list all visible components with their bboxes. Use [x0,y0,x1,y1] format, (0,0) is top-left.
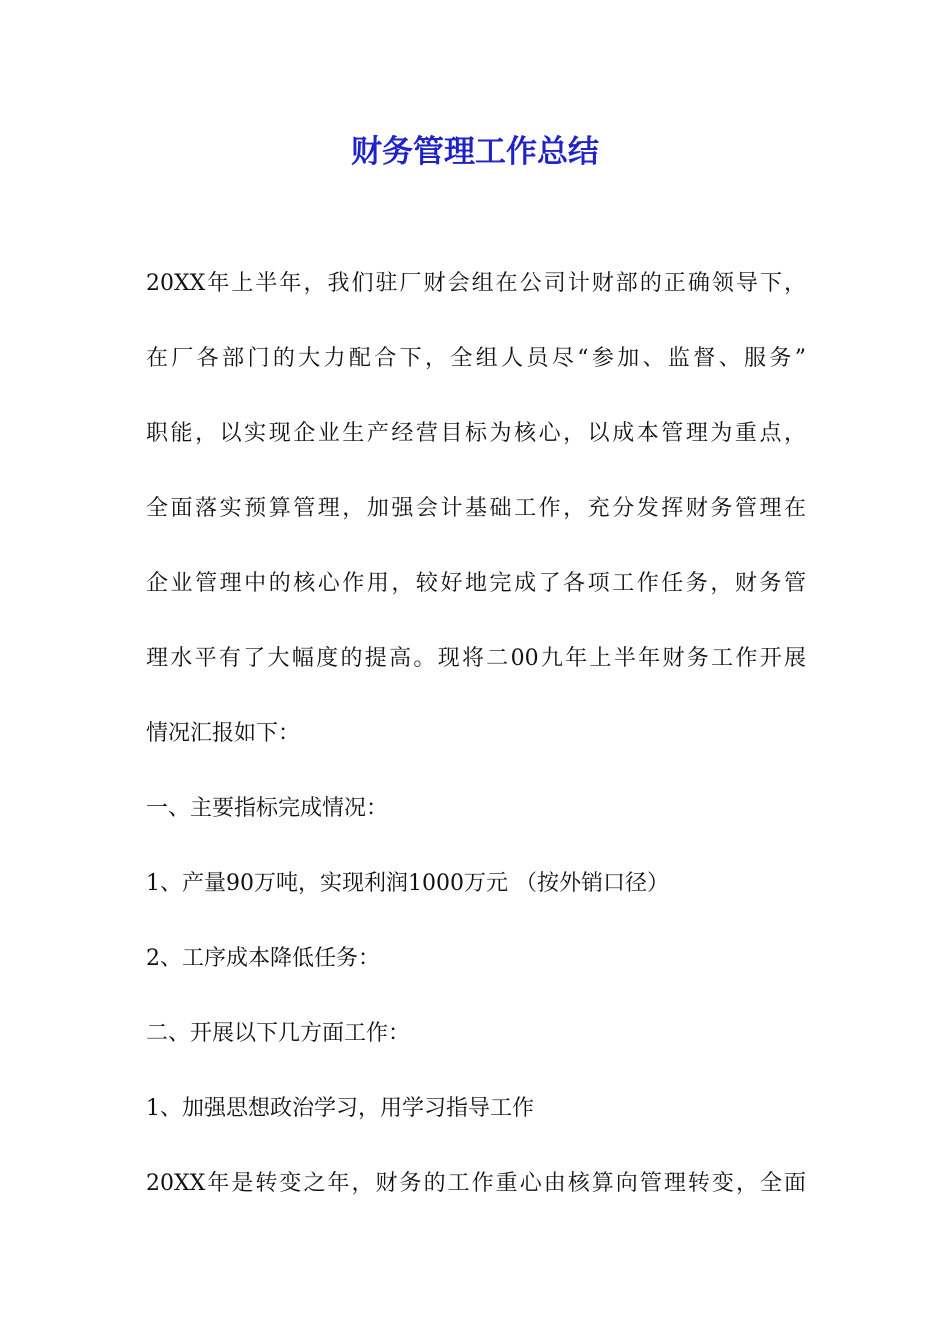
section-heading: 二、开展以下几方面工作： [146,1021,411,1046]
paragraph-line: 全面落实预算管理，加强会计基础工作，充分发挥财务管理在 [146,496,806,521]
section-heading: 一、主要指标完成情况： [146,796,389,821]
paragraph-line: 企业管理中的核心作用，较好地完成了各项工作任务，财务管 [146,571,806,596]
paragraph-line: 职能，以实现企业生产经营目标为核心，以成本管理为重点， [146,421,806,446]
paragraph-line: 20XX年是转变之年，财务的工作重心由核算向管理转变，全面 [146,1171,806,1196]
paragraph-line: 在厂各部门的大力配合下，全组人员尽“参加、监督、服务” [146,346,806,371]
paragraph-line: 情况汇报如下： [146,721,301,746]
paragraph-line: 20XX年上半年，我们驻厂财会组在公司计财部的正确领导下， [146,271,806,296]
paragraph-line: 理水平有了大幅度的提高。现将二00九年上半年财务工作开展 [146,646,806,671]
document-title: 财务管理工作总结 [351,134,599,170]
list-item: 2、工序成本降低任务： [146,946,380,971]
list-item: 1、加强思想政治学习，用学习指导工作 [146,1096,534,1121]
list-item: 1、产量90万吨，实现利润1000万元 （按外销口径） [146,871,669,896]
